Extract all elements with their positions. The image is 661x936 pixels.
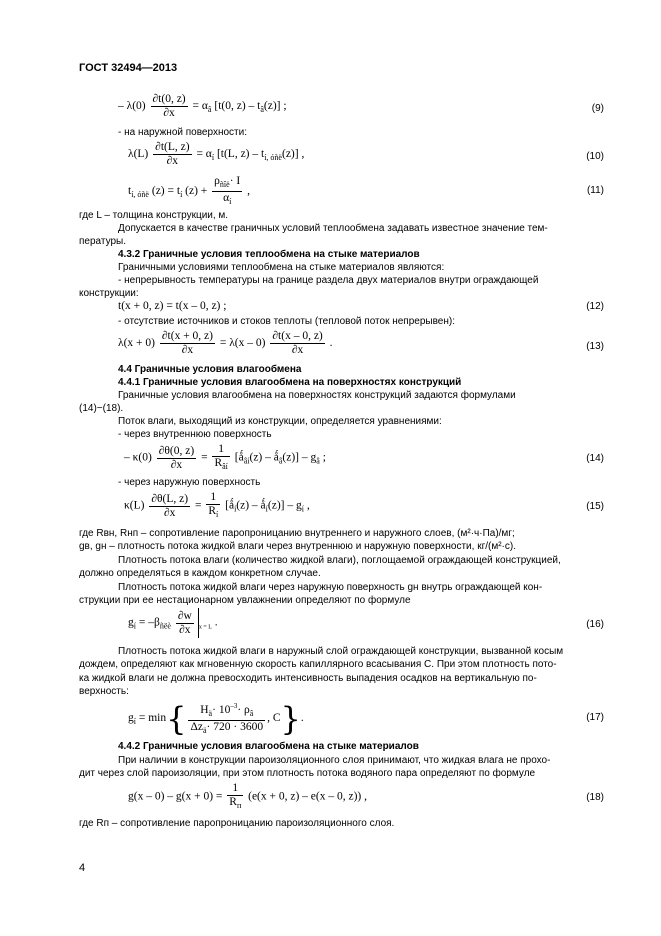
formula-10-fraction: $\frac{\partial t(L, z)}{\partial x}$ (155, 141, 190, 167)
formula-16-number: (16) (586, 619, 604, 630)
formula-11-fraction: $\frac{\rho_{ñîë}\cdot I}{\alpha_í}$ (214, 175, 241, 206)
outer-surface-label: - на наружной поверхности: (118, 127, 247, 138)
p441-flow: Поток влаги, выходящий из конструкции, определяется уравнениями: (118, 416, 442, 427)
formula-10: λ(L) $\frac{\partial t(L, z)}{\partial x}$ = $\alpha_í$ [t(L, $z) - t_{í, óñë}(z)$] , (128, 141, 305, 167)
where-g-text: gв, gн – плотность потока жидкой влаги через внутреннюю и наружную поверхности, кг/(м²·с). (79, 541, 516, 552)
p442-paragraph: При наличии в конструкции пароизоляционного слоя принимают, что жидкая влага не прохо- дит через слой пароизоляции, при этом плотность потока водяного пара определяют по формуле (79, 755, 551, 780)
formula-16: $g_í = -\beta_{ñëè}$ $\frac{\partial w}{\partial x}$ $_{x = L}$ . (128, 608, 218, 638)
formula-9-number: (9) (591, 103, 604, 114)
formula-13: λ(x + 0) $\frac{\partial t(x + 0, z)}{\partial x}$ = λ(x – 0) $\frac{\partial t(x - 0, z)}{\partial x}$ . (118, 330, 333, 356)
formula-15: κ(L) $\frac{\partial\theta(L, z)}{\partial x}$ = $\frac{1}{R_í}$ [$ǻ_í(z)$ – $ǻ_í(z)] - g_í$ , (124, 491, 310, 519)
density-paragraph: Плотность потока влаги (количество жидкой влаги), поглощаемой ограждающей конструкцией, должно определяться в каждом конкретном случае. (79, 555, 561, 580)
formula-9-lhs: – λ(0) (118, 100, 146, 113)
formula-18-number: (18) (586, 792, 604, 803)
where-Rn-text: где Rп – сопротивление паропроницанию пароизоляционного слоя. (79, 818, 395, 829)
formula-12-number: (12) (586, 301, 604, 312)
rain-paragraph: Плотность потока жидкой влаги в наружный слой ограждающей конструкции, вызванной косым дождем, определяют как мгновенную скорость капиллярного всасывания C. При этом плотность пото- ка жидкой влаги не должна превосходить интенсивность выпадения осадков на вертикальную по- верхность: (79, 646, 564, 698)
p432-intro: Граничными условиями теплообмена на стыке материалов являются: (118, 262, 445, 273)
formula-17-left-brace: { (166, 699, 187, 738)
density2-paragraph: Плотность потока жидкой влаги через наружную поверхность gн внутрь ограждающей кон- струкции при ее нестационарном увлажнении определяют по формуле (79, 582, 543, 607)
p441-outer: - через наружную поверхность (118, 477, 261, 488)
p432-continuity: - непрерывность температуры на границе раздела двух материалов внутри ограждающей конструкции: (79, 275, 539, 300)
formula-17: $g_í = \min${ $\frac{H_ä\cdot 10^{-3}\cdot \rho_â}{\Delta z_ä\cdot 720 \cdot 3600}$ , C}. (128, 699, 304, 738)
formula-10-number: (10) (586, 151, 604, 162)
formula-14-number: (14) (586, 453, 604, 464)
heading-4-4: 4.4 Граничные условия влагообмена (118, 364, 302, 375)
formula-17-number: (17) (586, 712, 604, 723)
page-number: 4 (79, 862, 86, 874)
allowed-paragraph: Допускается в качестве граничных условий теплообмена задавать известное значение тем- пературы. (79, 223, 548, 248)
formula-11: $t_{í, óñë}$ $(z) = t_í$ (z) + $\frac{\rho_{ñîë}\cdot I}{\alpha_í}$ , (128, 175, 250, 206)
formula-11-number: (11) (586, 185, 604, 196)
formula-14: – κ(0) $\frac{\partial\theta(0, z)}{\partial x}$ = $\frac{1}{R_{âí}}$ [$ǻ_{âí}(z)$ – $ǻ_â(z)] - g_â$ ; (124, 443, 326, 471)
p432-no-sources: - отсутствие источников и стоков теплоты (тепловой поток непрерывен): (118, 316, 455, 327)
where-L-text: где L – толщина конструкции, м. (79, 210, 229, 221)
p441-paragraph: Граничные условия влагообмена на поверхностях конструкций задаются формулами (14)−(18). (79, 390, 516, 415)
formula-9: – λ(0) $\frac{\partial t(0, z)}{\partial x}$ = $\alpha_â$ [t(0, $z) - t_â(z)$] ; (118, 93, 287, 119)
heading-4-3-2: 4.3.2 Граничные условия теплообмена на стыке материалов (118, 249, 420, 260)
formula-17-right-brace: } (280, 699, 301, 738)
formula-12: t(x + 0, z) = t(x – 0, z) ; (118, 300, 227, 312)
p441-inner: - через внутреннюю поверхность (118, 429, 272, 440)
where-R-text: где Rвн, Rнп – сопротивление паропроницанию внутреннего и наружного слоев, (м²·ч·Па)/мг; (79, 528, 515, 539)
heading-4-4-2: 4.4.2 Граничные условия влагообмена на стыке материалов (118, 741, 419, 752)
formula-15-number: (15) (586, 501, 604, 512)
document-header: ГОСТ 32494—2013 (79, 62, 178, 74)
formula-9-fraction: $\frac{\partial t(0, z)}{\partial x}$ (152, 93, 186, 119)
formula-13-number: (13) (586, 341, 604, 352)
formula-18: g(x – 0) – g(x + 0) = $\frac{1}{R_п}$ (e(x + 0, z) – e(x – 0, z)) , (128, 782, 368, 810)
heading-4-4-1: 4.4.1 Граничные условия влагообмена на поверхностях конструкций (118, 377, 462, 388)
formula-16-evaluation-bar (198, 608, 199, 638)
